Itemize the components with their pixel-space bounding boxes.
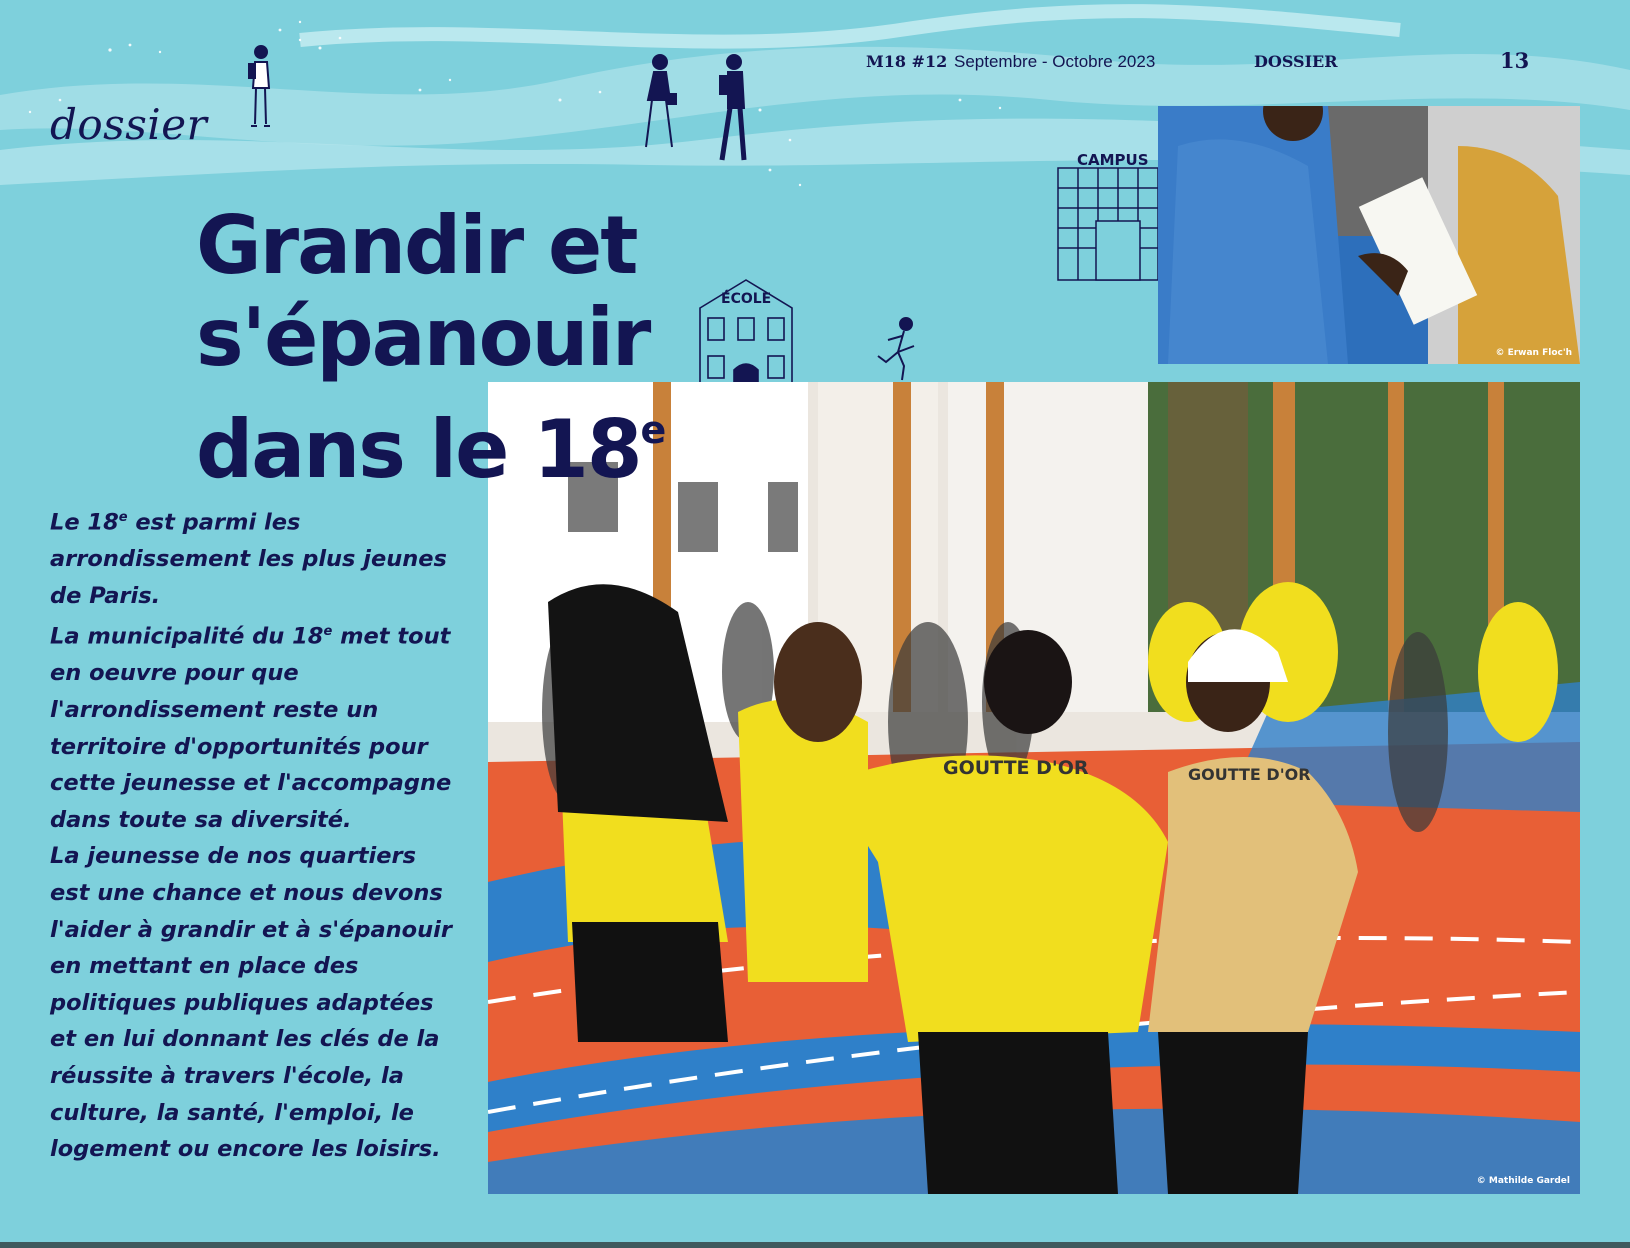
jersey-text-2: GOUTTE D'OR: [1188, 765, 1311, 784]
title-line-2: s'épanouir: [196, 291, 650, 384]
page-bottom-border: [0, 1242, 1630, 1248]
walking-people-doodle-icon: [636, 52, 766, 170]
ecole-label: ÉCOLE: [721, 291, 772, 307]
article-intro: [50, 500, 460, 1168]
page-number: 13: [1500, 48, 1530, 73]
issue-date: Septembre - Octobre 2023: [954, 52, 1156, 71]
photo-credit-main: © Mathilde Gardel: [1476, 1176, 1570, 1186]
intro-paragraph-3: La jeunesse de nos quartiers est une chance et nous devons l'aider à grandir et à s'épanouir en mettant en place des politiques publiques adaptées et en lui donnant les clés de la réussite à travers l'école, la culture, la santé, l'emploi, le logement ou encore les loisirs.: [50, 843, 452, 1163]
photo-kids-sports-court: [488, 382, 1580, 1194]
title-line-1: Grandir et: [196, 199, 637, 292]
section-label: DOSSIER: [1254, 52, 1338, 71]
photo-student-notes: [1158, 106, 1580, 364]
section-word: dossier: [50, 100, 208, 149]
jersey-text-1: GOUTTE D'OR: [943, 757, 1089, 779]
article-title: [196, 200, 666, 496]
issue-number: M18 #12: [866, 52, 948, 71]
campus-label: CAMPUS: [1077, 151, 1149, 169]
runner-doodle-icon: [874, 316, 926, 384]
photo-credit-top: © Erwan Floc'h: [1495, 348, 1572, 358]
intro-paragraph-2: La municipalité du 18e met tout en oeuvre pour que l'arrondissement reste un territoire d'opportunités pour cette jeunesse et l'accompagne dans toute sa diversité.: [50, 623, 452, 833]
girl-doodle-icon: [245, 42, 277, 132]
title-line-3: dans le 18e: [196, 403, 667, 496]
intro-paragraph-1: Le 18e est parmi les arrondissement les plus jeunes de Paris.: [50, 509, 447, 609]
